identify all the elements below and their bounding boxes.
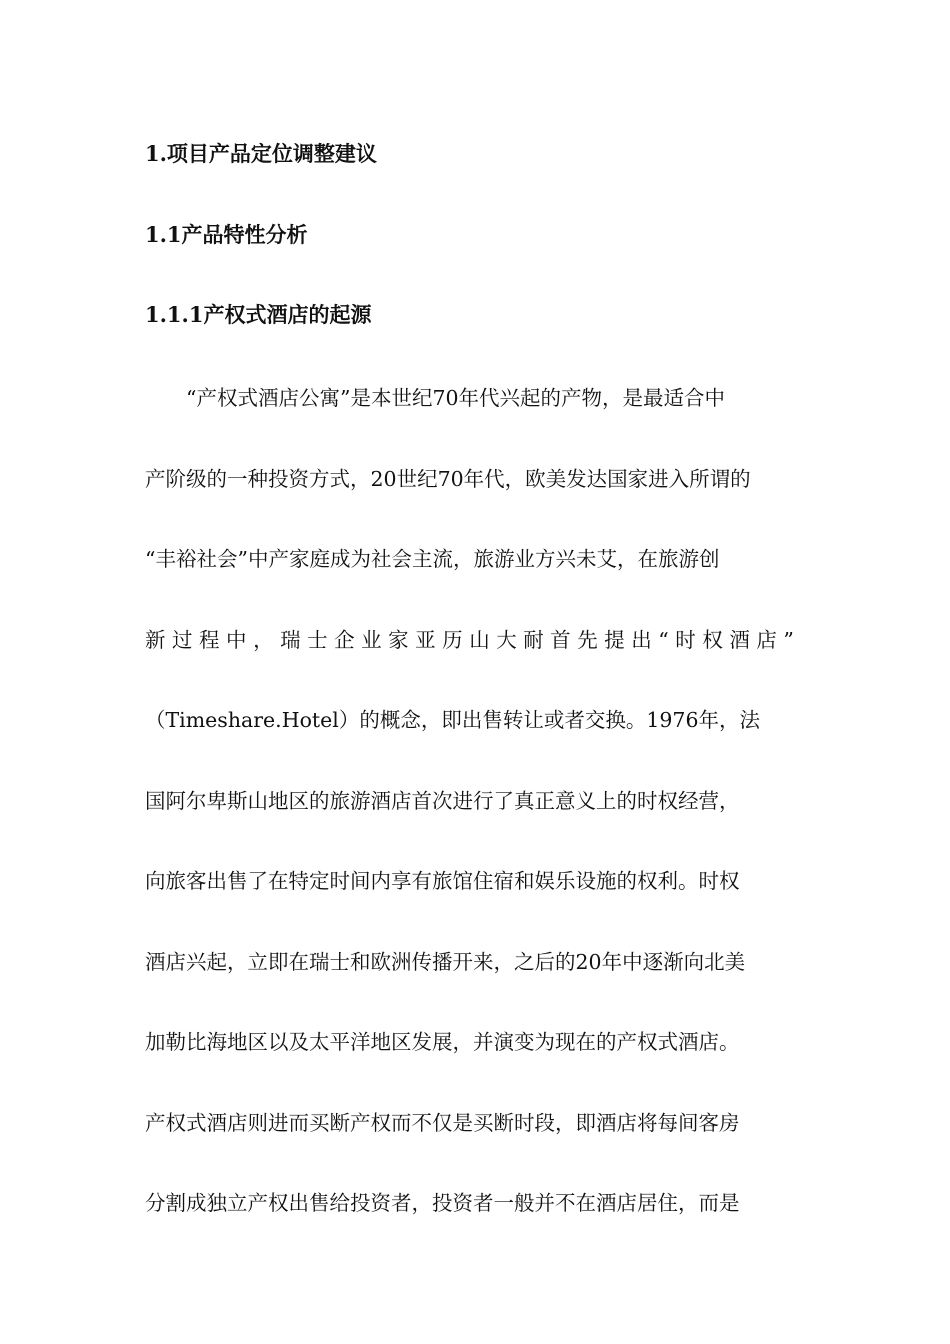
heading-level-2: 1.1产品特性分析 xyxy=(145,222,308,247)
paragraph-line: 产权式酒店则进而买断产权而不仅是买断时段，即酒店将每间客房 xyxy=(145,1110,740,1135)
paragraph-line: “产权式酒店公寓”是本世纪70年代兴起的产物，是最适合中 xyxy=(186,386,726,410)
body-paragraph xyxy=(145,358,807,1244)
heading-level-1: 1.项目产品定位调整建议 xyxy=(145,141,377,166)
paragraph-line: 分割成独立产权出售给投资者，投资者一般并不在酒店居住，而是 xyxy=(145,1191,740,1215)
paragraph-line: 国阿尔卑斯山地区的旅游酒店首次进行了真正意义上的时权经营， xyxy=(145,788,740,813)
paragraph-line: “丰裕社会”中产家庭成为社会主流，旅游业方兴未艾，在旅游创 xyxy=(145,547,720,571)
heading-level-3: 1.1.1产权式酒店的起源 xyxy=(145,302,372,327)
paragraph-line: 向旅客出售了在特定时间内享有旅馆住宿和娱乐设施的权利。时权 xyxy=(145,869,740,893)
paragraph-line: 加勒比海地区以及太平洋地区发展，并演变为现在的产权式酒店。 xyxy=(145,1030,740,1054)
paragraph-line: 酒店兴起，立即在瑞士和欧洲传播开来，之后的20年中逐渐向北美 xyxy=(145,949,746,974)
paragraph-line: 产阶级的一种投资方式，20世纪70年代，欧美发达国家进入所谓的 xyxy=(145,466,751,491)
paragraph-line: （Timeshare.Hotel）的概念，即出售转让或者交换。1976年，法 xyxy=(145,708,761,732)
paragraph-line: 新 过 程 中 ， 瑞 士 企 业 家 亚 历 山 大 耐 首 先 提 出 “ 时 权 酒 店 ” xyxy=(145,627,794,652)
